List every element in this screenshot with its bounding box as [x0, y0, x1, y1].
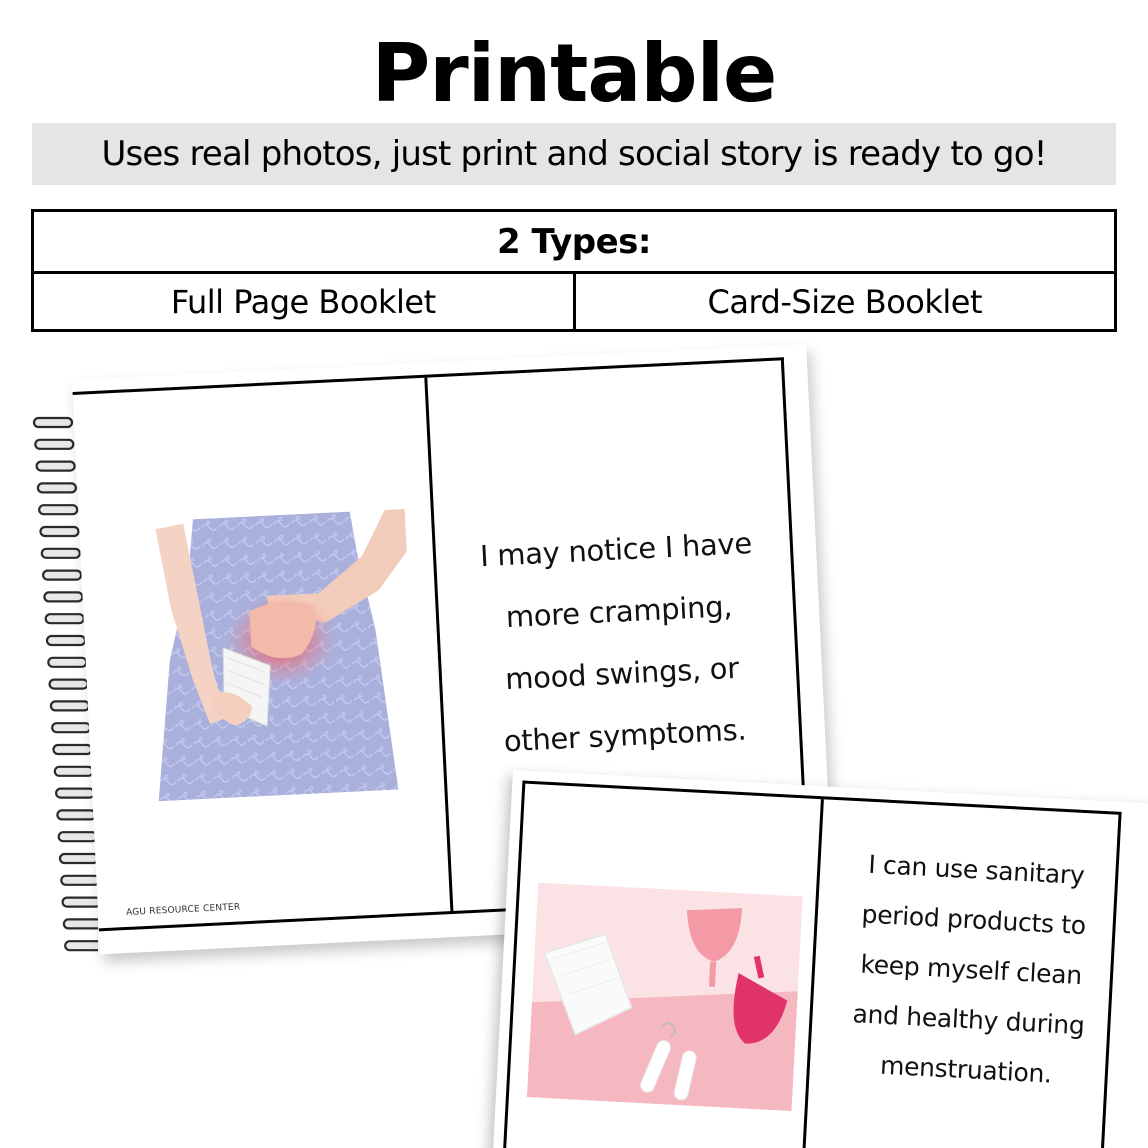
- spiral-coil: [37, 462, 75, 471]
- types-heading: 2 Types:: [34, 212, 1114, 274]
- spiral-coil: [50, 680, 88, 689]
- spiral-coil: [42, 549, 80, 558]
- types-row: [34, 274, 1114, 329]
- spiral-coil: [38, 483, 76, 492]
- spiral-coil: [34, 418, 72, 427]
- spiral-coil: [48, 658, 86, 667]
- booklet-page-text: [440, 510, 802, 775]
- spiral-coil: [65, 941, 98, 950]
- spiral-coil: [59, 832, 97, 841]
- spiral-coil: [43, 571, 81, 580]
- text-line: mood swings, or: [504, 650, 740, 697]
- spiral-coil: [47, 636, 85, 645]
- card-size-booklet-preview: [487, 770, 1148, 1148]
- spiral-coil: [41, 527, 79, 536]
- text-line: and healthy during: [851, 999, 1086, 1041]
- type-full-page: Full Page Booklet: [170, 282, 436, 321]
- types-table: [31, 209, 1117, 332]
- spiral-coil: [51, 701, 89, 710]
- spiral-coil: [57, 810, 95, 819]
- spiral-coil: [55, 767, 93, 776]
- card-page-text: [820, 838, 1123, 1103]
- text-line: other symptoms.: [503, 712, 748, 759]
- spiral-coil: [54, 745, 92, 754]
- text-line: I can use sanitary: [867, 849, 1086, 891]
- period-products-photo: [527, 882, 803, 1111]
- spiral-coil: [52, 723, 90, 732]
- spiral-coil: [63, 898, 98, 907]
- woman-cramps-photo: [145, 509, 418, 801]
- spiral-coil: [46, 614, 84, 623]
- text-line: more cramping,: [505, 589, 733, 635]
- spiral-coil: [64, 919, 98, 928]
- type-card-size: Card-Size Booklet: [573, 274, 1115, 329]
- subtitle-banner: [32, 123, 1116, 185]
- spiral-coil: [39, 505, 77, 514]
- text-line: I may notice I have: [479, 526, 753, 574]
- card-divider: [796, 799, 824, 1148]
- spiral-coil: [60, 854, 98, 863]
- subtitle-text: Uses real photos, just print and social story is ready to go!: [101, 134, 1047, 174]
- page-title: Printable: [371, 27, 777, 120]
- text-line: menstruation.: [879, 1050, 1053, 1089]
- text-line: period products to: [860, 899, 1087, 941]
- spiral-coil: [44, 592, 82, 601]
- spiral-coil: [56, 789, 94, 798]
- page-footer-credit: AGU RESOURCE CENTER: [125, 902, 241, 918]
- spiral-coil: [35, 440, 73, 449]
- card-page-frame: [497, 781, 1121, 1148]
- text-line: keep myself clean: [859, 949, 1083, 991]
- spiral-coil: [61, 876, 98, 885]
